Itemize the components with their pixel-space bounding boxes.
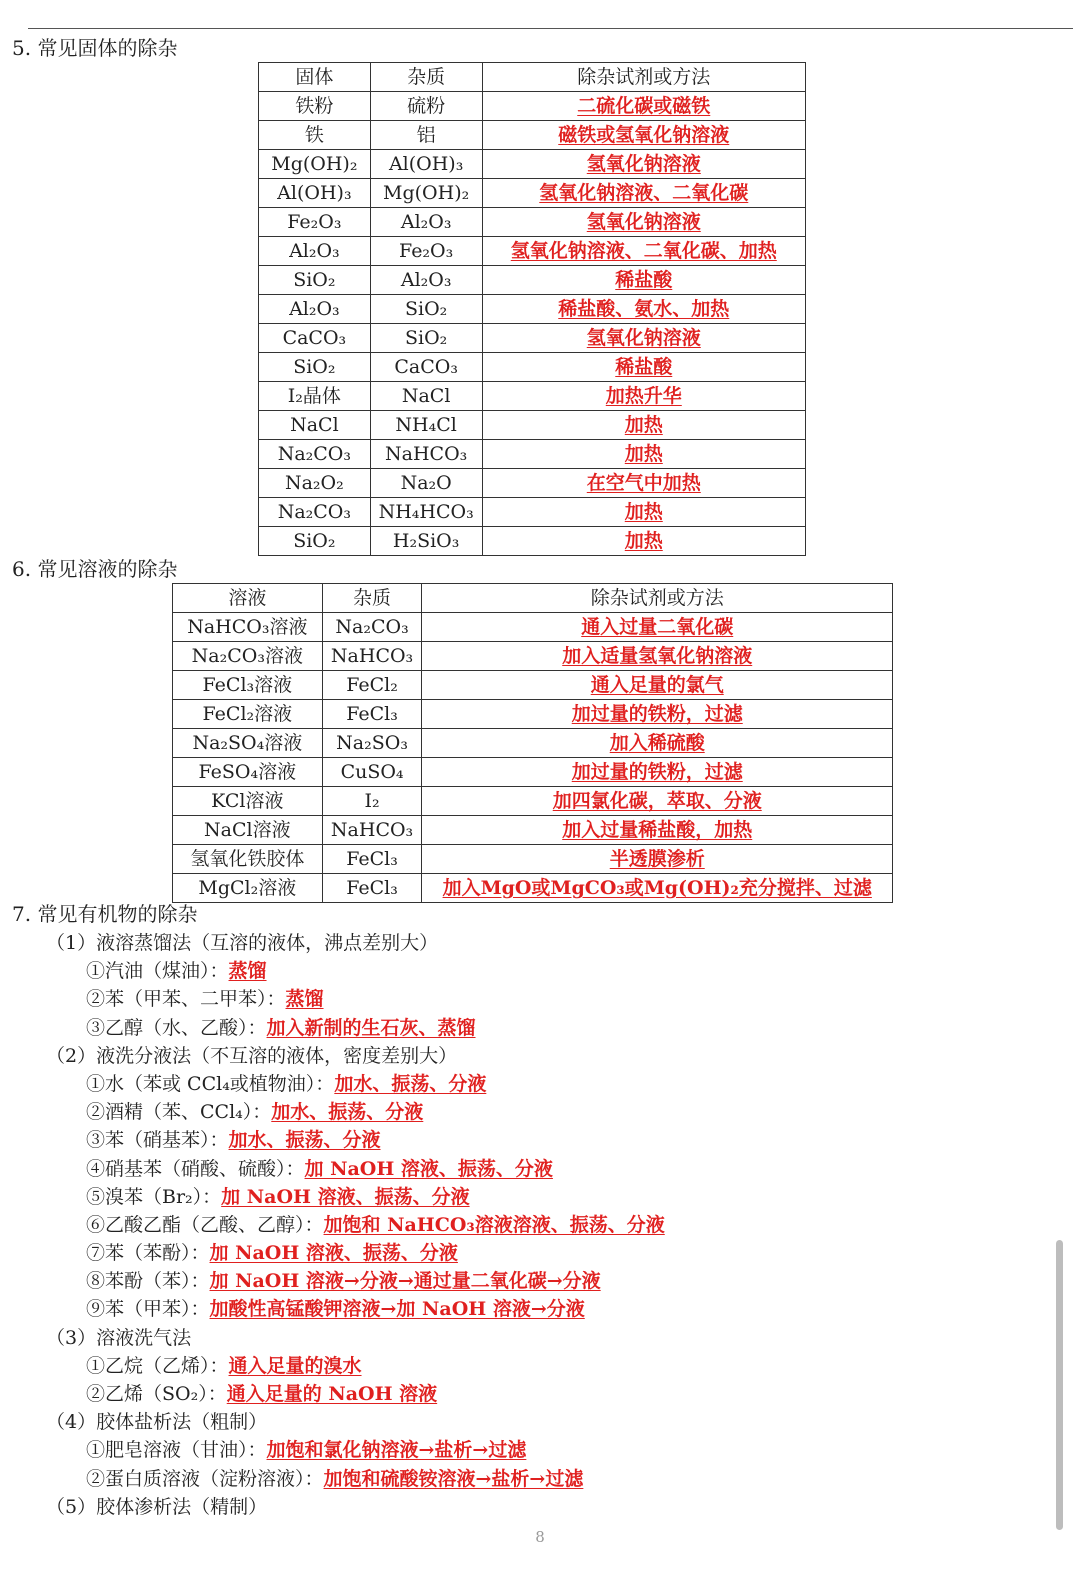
impurity-cell: NaHCO₃ xyxy=(385,443,468,465)
table-cell xyxy=(422,613,893,642)
substance-cell: Na₂CO₃溶液 xyxy=(191,645,303,667)
table-cell xyxy=(370,469,482,498)
answer-text: 氢氧化钠溶液 xyxy=(586,327,701,349)
answer-text: 氢氧化钠溶液 xyxy=(586,211,701,233)
substance-cell: SiO₂ xyxy=(293,530,336,552)
answer-text: 半透膜渗析 xyxy=(609,848,705,870)
substance-cell: SiO₂ xyxy=(293,356,336,378)
impurity-cell: Al₂O₃ xyxy=(400,211,452,233)
answer-text: 加入MgO或MgCO₃或Mg(OH)₂充分搅拌、过滤 xyxy=(442,877,872,899)
table-row xyxy=(259,324,806,353)
table-cell xyxy=(322,613,422,642)
answer-text: 加水、振荡、分液 xyxy=(228,1129,381,1152)
list-item xyxy=(12,1070,1052,1098)
answer-text: 通入足量的溴水 xyxy=(228,1354,362,1377)
table-cell xyxy=(173,613,323,642)
impurity-cell: Al(OH)₃ xyxy=(388,153,464,175)
table-cell xyxy=(173,642,323,671)
list-item xyxy=(12,1183,1052,1211)
top-rule xyxy=(28,28,1073,29)
table-row xyxy=(259,353,806,382)
question-text: ⑨苯（甲苯）： xyxy=(86,1298,210,1321)
table-row xyxy=(173,613,893,642)
list-item xyxy=(12,1267,1052,1295)
question-text: ①水（苯或 CCl₄或植物油）： xyxy=(86,1072,335,1095)
table-cell xyxy=(259,353,371,382)
table-cell xyxy=(173,816,323,845)
table-cell xyxy=(173,729,323,758)
header-impurity: 杂质 xyxy=(370,63,482,92)
question-text: ④硝基苯（硝酸、硫酸）： xyxy=(86,1157,305,1180)
substance-cell: NaCl xyxy=(290,414,339,436)
answer-text: 稀盐酸 xyxy=(615,269,673,291)
table-cell xyxy=(422,729,893,758)
answer-text: 加 NaOH 溶液、振荡、分液 xyxy=(221,1185,470,1208)
table-row xyxy=(173,845,893,874)
method-heading: （4）胶体盐析法（粗制） xyxy=(46,1411,268,1434)
section-5-title: 5. 常见固体的除杂 xyxy=(12,36,178,60)
impurity-cell: Fe₂O₃ xyxy=(399,240,454,262)
substance-cell: Al₂O₃ xyxy=(289,240,340,262)
impurity-cell: H₂SiO₃ xyxy=(392,530,460,552)
table-cell xyxy=(370,527,482,556)
answer-text: 加热 xyxy=(624,443,663,465)
question-text: ⑥乙酸乙酯（乙酸、乙醇）： xyxy=(86,1213,324,1236)
table-cell xyxy=(322,729,422,758)
method-heading: （2）液洗分液法（不互溶的液体，密度差别大） xyxy=(46,1044,458,1067)
answer-text: 加热升华 xyxy=(605,385,682,407)
substance-cell: FeSO₄溶液 xyxy=(198,761,297,783)
answer-text: 二硫化碳或磁铁 xyxy=(577,95,711,117)
impurity-cell: Al₂O₃ xyxy=(400,269,452,291)
table-cell xyxy=(259,179,371,208)
header-method: 除杂试剂或方法 xyxy=(482,63,805,92)
table-cell xyxy=(259,208,371,237)
table-row xyxy=(173,729,893,758)
method-heading: （3）溶液洗气法 xyxy=(46,1326,192,1349)
substance-cell: MgCl₂溶液 xyxy=(198,877,297,899)
table-cell xyxy=(422,758,893,787)
table-cell xyxy=(370,498,482,527)
answer-text: 加 NaOH 溶液、振荡、分液 xyxy=(209,1242,458,1265)
substance-cell: NaCl溶液 xyxy=(204,819,291,841)
table-row xyxy=(259,208,806,237)
table-cell xyxy=(259,237,371,266)
substance-cell: Na₂SO₄溶液 xyxy=(192,732,303,754)
substance-cell: I₂晶体 xyxy=(287,385,341,407)
answer-text: 蒸馏 xyxy=(285,988,324,1011)
question-text: ②蛋白质溶液（淀粉溶液）： xyxy=(86,1467,324,1490)
impurity-cell: Mg(OH)₂ xyxy=(383,182,470,204)
impurity-cell: NH₄HCO₃ xyxy=(378,501,474,523)
table-row xyxy=(173,700,893,729)
table-cell xyxy=(173,700,323,729)
impurity-cell: CaCO₃ xyxy=(394,356,458,378)
table-cell xyxy=(259,324,371,353)
question-text: ②苯（甲苯、二甲苯）： xyxy=(86,988,286,1011)
substance-cell: KCl溶液 xyxy=(211,790,284,812)
impurity-cell: I₂ xyxy=(364,790,380,812)
answer-text: 加热 xyxy=(624,414,663,436)
impurity-cell: FeCl₃ xyxy=(346,877,398,899)
table-cell xyxy=(370,295,482,324)
table-row xyxy=(173,787,893,816)
table-cell xyxy=(173,671,323,700)
solid-purification-table xyxy=(258,62,806,556)
answer-text: 加水、振荡、分液 xyxy=(334,1072,487,1095)
table-row xyxy=(173,874,893,903)
impurity-cell: 铝 xyxy=(416,124,436,146)
table-cell xyxy=(259,150,371,179)
table-row xyxy=(173,642,893,671)
impurity-cell: NaHCO₃ xyxy=(330,645,414,667)
table-cell xyxy=(259,382,371,411)
table-row xyxy=(259,440,806,469)
table-cell xyxy=(259,295,371,324)
table-cell xyxy=(482,527,805,556)
list-item xyxy=(12,1126,1052,1154)
substance-cell: 铁粉 xyxy=(295,95,334,117)
question-text: ⑦苯（苯酚）： xyxy=(86,1242,210,1265)
header-impurity: 杂质 xyxy=(322,584,422,613)
table-cell xyxy=(482,121,805,150)
table-cell xyxy=(322,874,422,903)
question-text: ②乙烯（SO₂）： xyxy=(86,1383,227,1405)
table-cell xyxy=(482,382,805,411)
table-cell xyxy=(482,353,805,382)
table-cell xyxy=(422,700,893,729)
table-cell xyxy=(370,237,482,266)
table-cell xyxy=(422,671,893,700)
question-text: ⑧苯酚（苯）： xyxy=(86,1270,210,1293)
list-item xyxy=(12,985,1052,1013)
table-cell xyxy=(482,324,805,353)
list-item xyxy=(12,1014,1052,1042)
list-item xyxy=(12,1352,1052,1380)
table-cell xyxy=(370,382,482,411)
substance-cell: Na₂CO₃ xyxy=(277,443,352,465)
table-row xyxy=(259,121,806,150)
answer-text: 加 NaOH 溶液→分液→通过量二氧化碳→分液 xyxy=(209,1270,601,1293)
substance-cell: Fe₂O₃ xyxy=(287,211,342,233)
table-cell xyxy=(482,92,805,121)
answer-text: 蒸馏 xyxy=(228,960,267,983)
table-cell xyxy=(370,92,482,121)
answer-text: 通入过量二氧化碳 xyxy=(581,616,734,638)
answer-text: 通入足量的氯气 xyxy=(590,674,724,696)
table-cell xyxy=(370,411,482,440)
impurity-cell: NaCl xyxy=(401,385,451,407)
answer-text: 通入足量的 NaOH 溶液 xyxy=(226,1383,438,1405)
organic-purification-list xyxy=(12,929,1052,1521)
header-solution: 溶液 xyxy=(173,584,323,613)
list-item xyxy=(12,1239,1052,1267)
question-text: ①肥皂溶液（甘油）： xyxy=(86,1439,267,1462)
table-cell xyxy=(482,150,805,179)
table-cell xyxy=(322,700,422,729)
question-text: ②酒精（苯、CCl₄）： xyxy=(86,1101,272,1124)
method-heading: （1）液溶蒸馏法（互溶的液体，沸点差别大） xyxy=(46,932,439,954)
table-cell xyxy=(259,411,371,440)
list-item xyxy=(12,1211,1052,1239)
table-row xyxy=(259,469,806,498)
answer-text: 加热 xyxy=(624,501,663,523)
table-cell xyxy=(482,208,805,237)
table-cell xyxy=(322,816,422,845)
header-method: 除杂试剂或方法 xyxy=(422,584,893,613)
section-7-title: 7. 常见有机物的除杂 xyxy=(12,902,198,926)
table-cell xyxy=(322,758,422,787)
table-row xyxy=(173,816,893,845)
impurity-cell: FeCl₂ xyxy=(346,674,398,696)
table-cell xyxy=(322,642,422,671)
substance-cell: Mg(OH)₂ xyxy=(271,153,358,175)
list-item xyxy=(12,1380,1052,1408)
table-cell xyxy=(482,411,805,440)
table-row xyxy=(259,237,806,266)
substance-cell: Na₂O₂ xyxy=(284,472,344,494)
table-row xyxy=(259,266,806,295)
impurity-cell: FeCl₃ xyxy=(346,703,398,725)
table-cell xyxy=(482,469,805,498)
substance-cell: Al(OH)₃ xyxy=(277,182,352,204)
question-text: ③苯（硝基苯）： xyxy=(86,1129,229,1152)
substance-cell: FeCl₃溶液 xyxy=(202,674,293,696)
section-6-title: 6. 常见溶液的除杂 xyxy=(12,557,178,581)
question-text: ⑤溴苯（Br₂）： xyxy=(86,1185,222,1208)
answer-text: 加水、振荡、分液 xyxy=(271,1101,424,1124)
answer-text: 在空气中加热 xyxy=(586,472,701,494)
table-cell xyxy=(422,845,893,874)
table-cell xyxy=(422,787,893,816)
substance-cell: Na₂CO₃ xyxy=(277,501,352,523)
table-cell xyxy=(482,266,805,295)
answer-text: 稀盐酸 xyxy=(615,356,673,378)
answer-text: 加四氯化碳，萃取、分液 xyxy=(552,790,762,812)
method-heading: （5）胶体渗析法（精制） xyxy=(46,1495,268,1518)
answer-text: 加入稀硫酸 xyxy=(609,732,705,754)
table-cell xyxy=(422,874,893,903)
table-cell xyxy=(259,498,371,527)
table-cell xyxy=(173,787,323,816)
table-row xyxy=(259,527,806,556)
table-cell xyxy=(482,498,805,527)
answer-text: 加饱和氯化钠溶液→盐析→过滤 xyxy=(266,1439,527,1462)
answer-text: 加过量的铁粉，过滤 xyxy=(571,703,743,725)
page-number: 8 xyxy=(535,1528,545,1546)
question-text: ①汽油（煤油）： xyxy=(86,960,229,983)
answer-text: 氢氧化钠溶液 xyxy=(586,153,701,175)
answer-text: 加过量的铁粉，过滤 xyxy=(571,761,743,783)
header-solid: 固体 xyxy=(259,63,371,92)
answer-text: 加饱和 NaHCO₃溶液溶液、振荡、分液 xyxy=(323,1213,665,1236)
substance-cell: FeCl₂溶液 xyxy=(202,703,293,725)
table-cell xyxy=(259,121,371,150)
answer-text: 加 NaOH 溶液、振荡、分液 xyxy=(304,1157,553,1180)
substance-cell: NaHCO₃溶液 xyxy=(187,616,308,638)
table-cell xyxy=(422,816,893,845)
impurity-cell: Na₂SO₃ xyxy=(336,732,408,754)
impurity-cell: FeCl₃ xyxy=(346,848,398,870)
table-cell xyxy=(370,150,482,179)
impurity-cell: CuSO₄ xyxy=(340,761,404,783)
table-row xyxy=(173,758,893,787)
substance-cell: 铁 xyxy=(304,124,324,146)
answer-text: 氢氧化钠溶液、二氧化碳、加热 xyxy=(510,240,777,262)
table-cell xyxy=(259,266,371,295)
list-item xyxy=(12,1465,1052,1493)
table-row xyxy=(259,498,806,527)
table-cell xyxy=(322,845,422,874)
table-cell xyxy=(370,208,482,237)
list-item xyxy=(12,1155,1052,1183)
answer-text: 加入适量氢氧化钠溶液 xyxy=(562,645,753,667)
table-row xyxy=(259,295,806,324)
table-cell xyxy=(259,469,371,498)
substance-cell: SiO₂ xyxy=(293,269,336,291)
table-cell xyxy=(259,92,371,121)
table-row xyxy=(259,411,806,440)
impurity-cell: SiO₂ xyxy=(405,327,448,349)
answer-text: 加入新制的生石灰、蒸馏 xyxy=(266,1016,476,1039)
table-cell xyxy=(259,527,371,556)
answer-text: 磁铁或氢氧化钠溶液 xyxy=(558,124,730,146)
answer-text: 加饱和硫酸铵溶液→盐析→过滤 xyxy=(323,1467,584,1490)
impurity-cell: 硫粉 xyxy=(407,95,446,117)
table-cell xyxy=(322,671,422,700)
table-cell xyxy=(259,440,371,469)
answer-text: 加酸性高锰酸钾溶液→加 NaOH 溶液→分液 xyxy=(209,1298,585,1321)
table-row xyxy=(259,150,806,179)
table-cell xyxy=(370,121,482,150)
table-cell xyxy=(370,440,482,469)
table-cell xyxy=(482,179,805,208)
answer-text: 加入过量稀盐酸，加热 xyxy=(562,819,753,841)
list-item xyxy=(12,1436,1052,1464)
answer-text: 氢氧化钠溶液、二氧化碳 xyxy=(539,182,749,204)
substance-cell: CaCO₃ xyxy=(282,327,347,349)
table-cell xyxy=(173,874,323,903)
table-cell xyxy=(173,758,323,787)
answer-text: 加热 xyxy=(624,530,663,552)
list-item xyxy=(12,957,1052,985)
impurity-cell: Na₂O xyxy=(400,472,452,494)
table-row xyxy=(259,382,806,411)
table-cell xyxy=(173,845,323,874)
answer-text: 稀盐酸、氨水、加热 xyxy=(558,298,730,320)
table-cell xyxy=(482,295,805,324)
question-text: ③乙醇（水、乙酸）： xyxy=(86,1016,267,1039)
impurity-cell: NH₄Cl xyxy=(395,414,457,436)
table-cell xyxy=(370,179,482,208)
substance-cell: 氢氧化铁胶体 xyxy=(190,848,305,870)
table-cell xyxy=(482,440,805,469)
impurity-cell: SiO₂ xyxy=(405,298,448,320)
table-header-row xyxy=(259,63,806,92)
question-text: ①乙烷（乙烯）： xyxy=(86,1354,229,1377)
substance-cell: Al₂O₃ xyxy=(289,298,340,320)
solution-purification-table xyxy=(172,583,893,903)
table-cell xyxy=(370,353,482,382)
table-cell xyxy=(370,266,482,295)
table-row xyxy=(259,92,806,121)
impurity-cell: NaHCO₃ xyxy=(330,819,414,841)
list-item xyxy=(12,1098,1052,1126)
table-row xyxy=(259,179,806,208)
table-row xyxy=(173,671,893,700)
table-cell xyxy=(322,787,422,816)
table-header-row xyxy=(173,584,893,613)
list-item xyxy=(12,1295,1052,1323)
table-cell xyxy=(370,324,482,353)
table-cell xyxy=(482,237,805,266)
table-cell xyxy=(422,642,893,671)
impurity-cell: Na₂CO₃ xyxy=(335,616,409,638)
scrollbar[interactable] xyxy=(1056,1240,1063,1530)
